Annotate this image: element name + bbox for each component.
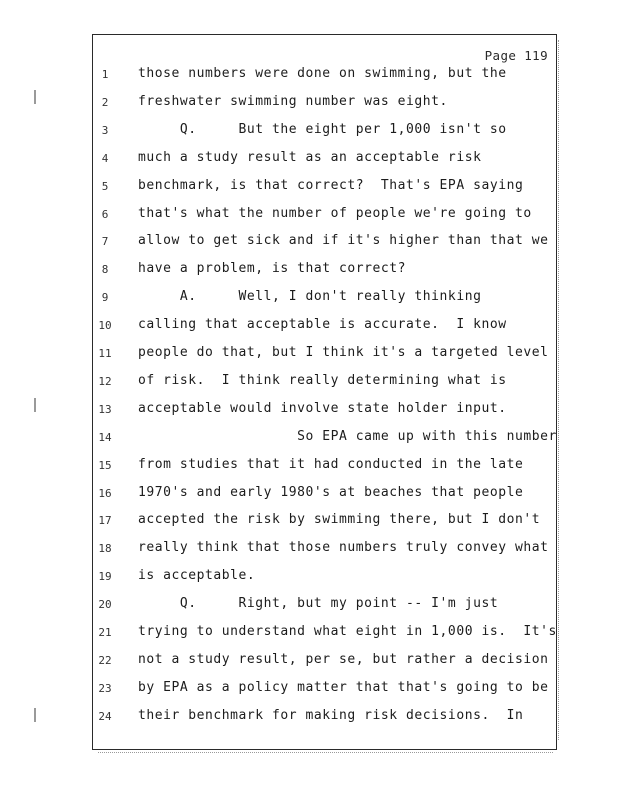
line-number: 20: [98, 598, 112, 612]
binder-mark-bottom: [34, 708, 36, 722]
transcript-line: [92, 261, 557, 281]
line-text: Q. But the eight per 1,000 isn't so: [138, 121, 507, 137]
line-number: 1: [101, 68, 109, 81]
line-text: not a study result, per se, but rather a decision: [138, 651, 549, 667]
transcript-line: [92, 373, 557, 393]
line-text: So EPA came up with this number: [138, 428, 557, 444]
transcript-line: [92, 317, 557, 337]
line-text: 1970's and early 1980's at beaches that people: [138, 484, 524, 500]
line-text: trying to understand what eight in 1,000 is. It's: [138, 624, 557, 639]
transcript-line: [92, 178, 557, 198]
line-number: 2: [101, 95, 109, 109]
line-text: Q. Right, but my point -- I'm just: [138, 596, 499, 612]
line-number: 16: [98, 486, 112, 500]
line-number: 14: [98, 430, 112, 444]
line-number: 4: [101, 151, 109, 165]
transcript-line: [92, 206, 557, 226]
line-text: freshwater swimming number was eight.: [138, 93, 448, 109]
transcript-line: [92, 485, 557, 505]
line-number: 13: [98, 402, 112, 416]
line-number: 24: [98, 709, 112, 723]
line-number: 15: [98, 458, 112, 472]
transcript-line: [92, 596, 557, 616]
line-text: is acceptable.: [138, 568, 256, 584]
line-text: their benchmark for making risk decisions. In: [138, 707, 524, 723]
line-text: those numbers were done on swimming, but the: [138, 66, 507, 81]
line-text: benchmark, is that correct? That's EPA saying: [138, 177, 524, 193]
line-text: by EPA as a policy matter that that's going to be: [138, 679, 549, 695]
line-number: 9: [101, 291, 109, 305]
transcript-line: [92, 401, 557, 421]
line-text: accepted the risk by swimming there, but I don't: [138, 512, 541, 528]
line-text: really think that those numbers truly convey what: [138, 540, 549, 556]
transcript-line: [92, 94, 557, 114]
transcript-line: [92, 122, 557, 142]
line-number: 21: [98, 626, 112, 639]
transcript-line: [92, 457, 557, 477]
line-number: 18: [98, 542, 112, 556]
line-number: 5: [101, 179, 109, 193]
transcript-line: [92, 66, 557, 86]
line-number: 12: [98, 374, 112, 388]
line-text: have a problem, is that correct?: [138, 261, 407, 277]
line-text: A. Well, I don't really thinking: [138, 289, 482, 305]
scan-edge-right: [558, 40, 561, 740]
line-number: 3: [101, 123, 109, 137]
transcript-line: [92, 289, 557, 309]
scan-edge-bottom: [98, 752, 553, 754]
line-number: 8: [101, 263, 109, 277]
line-text: much a study result as an acceptable risk: [138, 149, 482, 165]
transcript-line: [92, 512, 557, 532]
line-number: 10: [98, 319, 112, 333]
line-number: 11: [98, 347, 112, 360]
line-text: acceptable would involve state holder input.: [138, 400, 507, 416]
line-text: allow to get sick and if it's higher than that we: [138, 233, 549, 249]
transcript-line: [92, 233, 557, 253]
transcript-line: [92, 150, 557, 170]
transcript-line: [92, 708, 557, 728]
binder-mark-middle: [34, 398, 36, 412]
line-number: 17: [98, 514, 112, 528]
line-text: people do that, but I think it's a targeted level: [138, 345, 549, 360]
line-text: from studies that it had conducted in the late: [138, 456, 524, 472]
transcript-line: [92, 540, 557, 560]
transcript-line: [92, 568, 557, 588]
line-number: 6: [101, 207, 109, 221]
page-number: Page 119: [484, 48, 548, 63]
transcript-line: [92, 429, 557, 449]
line-number: 22: [98, 653, 112, 667]
line-text: that's what the number of people we're going to: [138, 205, 532, 221]
line-text: calling that acceptable is accurate. I know: [138, 317, 507, 333]
line-number: 19: [98, 570, 112, 584]
line-number: 7: [101, 235, 109, 249]
transcript-line: [92, 680, 557, 700]
line-text: of risk. I think really determining what is: [138, 372, 507, 388]
transcript-line: [92, 652, 557, 672]
line-number: 23: [98, 681, 112, 695]
binder-mark-top: [34, 90, 36, 104]
transcript-line: [92, 345, 557, 365]
transcript-line: [92, 624, 557, 644]
